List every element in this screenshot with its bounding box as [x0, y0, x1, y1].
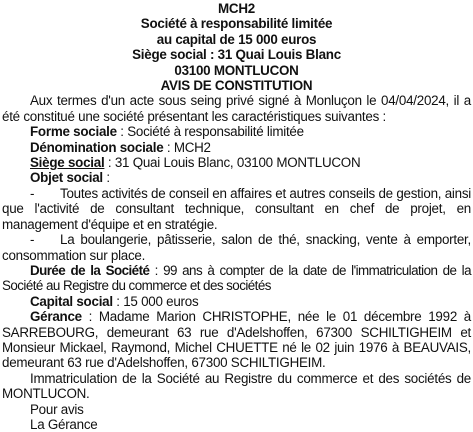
- field-label: Dénomination sociale: [30, 139, 164, 155]
- objet-item-text: Toutes activités de conseil en affaires et autres conseils de gestion, ainsi que l'activité de consultant technique, consultant en chef de projet, en management d'équipe et en stratégie.: [2, 185, 471, 232]
- notice-header: [2, 1, 471, 93]
- objet-item: [2, 186, 471, 232]
- field-label: Siège social: [30, 155, 105, 171]
- dash-marker: -: [30, 232, 35, 248]
- field-label: Durée de la Société: [30, 262, 150, 278]
- field-label: Capital social: [30, 293, 113, 309]
- intro-paragraph: Aux termes d'un acte sous seing privé signé à Monluçon le 04/04/2024, il a été constitué une société présentant les caractéristiques suivantes :: [2, 93, 471, 124]
- field-duree: [2, 263, 471, 294]
- field-value: : MCH2: [163, 139, 211, 155]
- pour-avis: Pour avis: [30, 401, 84, 417]
- field-value: : 15 000 euros: [112, 293, 199, 309]
- objet-item: [2, 232, 471, 263]
- notice-title: AVIS DE CONSTITUTION: [160, 78, 313, 94]
- field-value: : 99 ans à compter de la date de l'immatriculation de la Société au Registre du commerce et des sociétés: [2, 262, 472, 294]
- company-name: MCH2: [218, 1, 255, 16]
- signature: La Gérance: [30, 416, 98, 432]
- field-forme-sociale: [2, 124, 471, 139]
- dash-marker: -: [30, 185, 35, 201]
- field-label: Objet social: [30, 170, 103, 186]
- field-value: : Madame Marion CHRISTOPHE, née le 01 décembre 1992 à SARREBOURG, demeurant 63 rue d'Adelshoffen, 67300 SCHILTIGHEIM et Monsieur Mickael, Raymond, Michel CHUETTE né le 02 juin 1976 à BEAUVAIS, demeurant 63 rue d'Adelshoffen, 67300 SCHILTIGHEIM.: [2, 309, 471, 371]
- field-siege-social: [2, 155, 471, 170]
- legal-form-line: Société à responsabilité limitée: [140, 16, 333, 32]
- field-label: Gérance: [30, 309, 82, 325]
- field-label: Forme sociale: [30, 124, 117, 140]
- field-value: :: [102, 170, 110, 186]
- field-objet-social: [2, 170, 471, 185]
- field-value: : 31 Quai Louis Blanc, 03100 MONTLUCON: [104, 155, 361, 171]
- objet-item-text: La boulangerie, pâtisserie, salon de thé, snacking, vente à emporter, consommation sur place.: [2, 232, 471, 263]
- field-value: : Société à responsabilité limitée: [116, 124, 304, 140]
- immatriculation-paragraph: Immatriculation de la Société au Registre du commerce et des sociétés de MONTLUCON.: [2, 370, 471, 402]
- capital-line: au capital de 15 000 euros: [156, 31, 317, 47]
- seat-line: Siège social : 31 Quai Louis Blanc: [132, 47, 341, 63]
- field-capital-social: [2, 294, 471, 309]
- field-gerance: [2, 309, 471, 371]
- field-denomination-sociale: [2, 140, 471, 155]
- city-line: 03100 MONTLUCON: [174, 62, 299, 78]
